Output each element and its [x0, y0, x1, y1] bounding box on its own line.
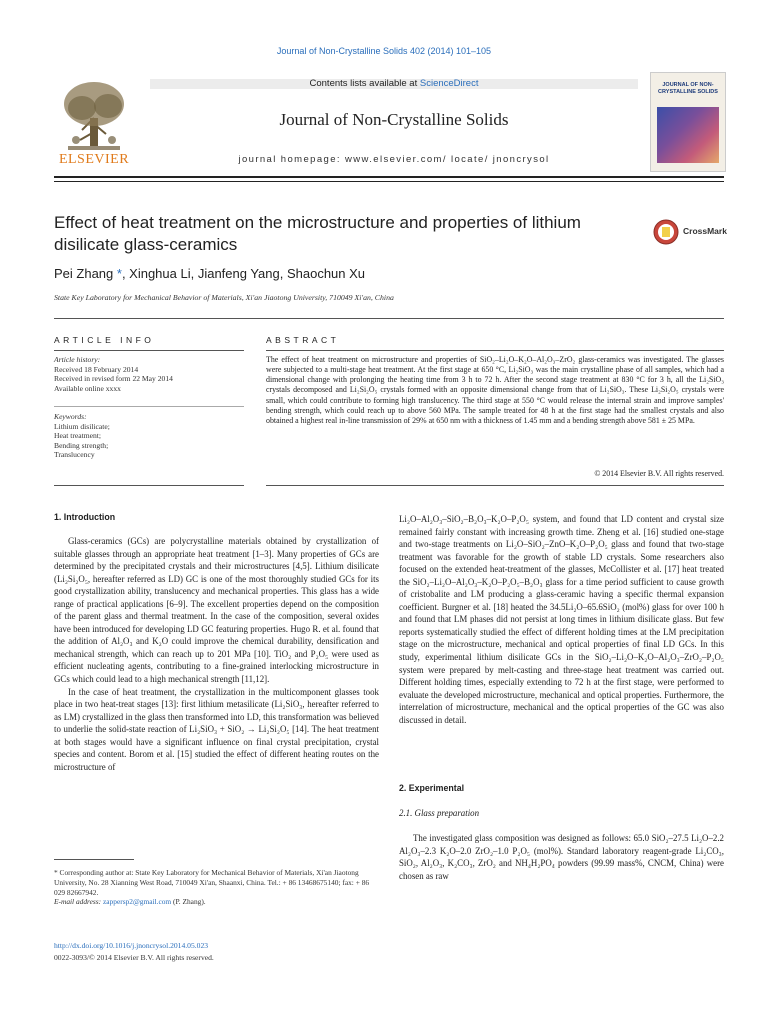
affiliation: State Key Laboratory for Mechanical Behavior of Materials, Xi'an Jiaotong University, 710049 Xi'an, China: [54, 293, 394, 302]
body-right-column: [399, 513, 724, 726]
article-history: [54, 355, 244, 393]
contents-line: [150, 79, 638, 89]
abstract-copyright: © 2014 Elsevier B.V. All rights reserved.: [594, 469, 724, 478]
footnote: [54, 868, 379, 907]
header-rule: [54, 176, 724, 178]
body-right-column-continued: [399, 832, 724, 882]
body-left-column: [54, 535, 379, 773]
journal-reference-link[interactable]: Journal of Non-Crystalline Solids 402 (2014) 101–105: [276, 46, 492, 56]
title-rule: [54, 318, 724, 319]
article-title: Effect of heat treatment on the microstructure and properties of lithium disilicate glass-ceramics: [54, 213, 581, 254]
email-label: E-mail address:: [54, 897, 103, 907]
info-divider: [54, 406, 244, 407]
header-rule-thin: [54, 181, 724, 182]
author-list: [54, 266, 654, 281]
section-heading-introduction: 1. Introduction: [54, 512, 116, 522]
history-online: Available online xxxx: [54, 383, 121, 393]
subsection-heading-glass-preparation: 2.1. Glass preparation: [399, 808, 480, 818]
email-suffix: (P. Zhang).: [171, 897, 206, 907]
paragraph: Li₂O–Al₂O₃–SiO₂–B₂O₃–K₂O–P₂O₅ system, and found that LD content and crystal size remained fairly constant with increasing growth time. Zheng et al. [16] studied one-stage and two-stage treatments on Li₂O–SiO₂–ZnO–K₂O–P₂O₅ glass and found that two-stage treatment was favorable for the growth of stable LD crystals. Some researchers also focused on the extended heat-treatment of the glasses, McCollister et al. [17] heat treated the SiO₂–Li₂O–Al₂O₃–K₂O–P₂O₅–B₂O₃ glass for a time period sufficient to cause growth of cristobalite and LM producing a glass-ceramic having a specific thermal expansion coefficient. Burgner et al. [18] heated the 34.5Li₂O–65.6SiO₂ (mol%) glass for over 100 h and found that LM phases did not persist at long times in lithium disilicate glass. But few reports systematically studied the effect of different holding times at the LM precipitation stage on the microstructure, mechanical and optical properties of final LD GCs. In this study, experimental lithium disilicate GCs in the SiO₂–Li₂O–K₂O–Al₂O₃–ZrO₂–P₂O₅ system were prepared by melt-casting and three-stage heat treatment was carried out. Different holding times, especially extending to 72 h at the first stage, were performed to evaluate the developed microstructure, mechanical and optical properties. Furthermore, the interrelation of microstructure, mechanical and the optical properties of the GC was also discussed in detail.: [399, 514, 724, 725]
email-line: [54, 897, 379, 907]
info-rule: [54, 350, 244, 351]
paragraph: In the case of heat treatment, the crystallization in the multicomponent glasses took place in two heat-treat stages [13]: first lithium metasilicate (Li₂SiO₃, hereafter referred to as LM) crystallized in the glass then transformed into LD, this transformation was believed to underlie the solid-state reaction of Li₂SiO₃ + SiO₂ → Li₂Si₂O₅ [14]. The heat treatment at both stages would have a significant influence on final crystal precipitation, crystal species and content. Borom et al. [15] studied the effect of different heating routes on the microstructure of: [54, 686, 379, 772]
keyword: Translucency: [54, 450, 95, 460]
keyword: Bending strength;: [54, 440, 109, 450]
keywords-label: Keywords:: [54, 412, 87, 421]
cover-title: JOURNAL OF NON-CRYSTALLINE SOLIDS: [658, 82, 718, 95]
history-label: Article history:: [54, 355, 101, 364]
keyword: Heat treatment;: [54, 431, 102, 441]
email-link[interactable]: zappersp2@gmail.com: [103, 897, 172, 907]
sciencedirect-link[interactable]: ScienceDirect: [419, 78, 479, 89]
corresponding-author-note: * Corresponding author at: State Key Laboratory for Mechanical Behavior of Materials, Xi'an Jiaotong University, No. 28 Xianning West Road, 710049 Xi'an, Shaanxi, China. Tel.: + 86 13468675140; fax: + 86 029 82667942.: [54, 868, 370, 897]
crossmark-icon: [653, 219, 679, 245]
info-rule-bottom: [54, 485, 244, 486]
cover-artwork: [657, 107, 719, 163]
keyword: Lithium disilicate;: [54, 421, 110, 431]
abstract-rule-bottom: [266, 485, 724, 486]
corresponding-author-mark[interactable]: *: [116, 266, 122, 281]
abstract-rule: [266, 350, 724, 351]
crossmark-badge[interactable]: [653, 219, 733, 247]
authors-rest: , Xinghua Li, Jianfeng Yang, Shaochun Xu: [121, 266, 366, 281]
contents-prefix: Contents lists available at: [309, 78, 420, 89]
history-revised: Received in revised form 22 May 2014: [54, 374, 173, 384]
elsevier-wordmark: ELSEVIER: [58, 152, 130, 167]
footnote-rule: [54, 859, 134, 860]
history-received: Received 18 February 2014: [54, 364, 139, 374]
keywords: [54, 412, 244, 460]
paragraph: The investigated glass composition was designed as follows: 65.0 SiO₂–27.5 Li₂O–2.2 Al₂O₃–2.3 K₂O–2.0 ZrO₂–1.0 P₂O₅ (mol%). Standard laboratory reagent-grade Li₂CO₃, SiO₂, Al₂O₃, K₂CO₃, ZrO₂ and NH₄H₂PO₄ powders (99.99 mass%, CNCM, China) were chosen as raw: [399, 833, 724, 881]
authors-first: Pei Zhang: [54, 266, 117, 281]
journal-cover-image: [650, 72, 726, 172]
paragraph: Glass-ceramics (GCs) are polycrystalline materials obtained by crystallization of suitable glasses through an appropriate heat treatment [1–3]. Many properties of GCs are determined by the precipitated crystals and their microstructures [4,5]. Lithium disilicate (Li₂Si₂O₅, hereafter referred as LD) GC is one of the most thoroughly studied GCs for its good crystallization ability, translucency and mechanical properties. This glass has a wide range of practical applications [6–9]. The excellent properties depend on the composition of the parent glass and thermal treatment. In the case of the composition, several oxides have been introduced for developing LD GC featuring properties. Hugo R. et al. found that the addition of Al₂O₃ and K₂O could improve the chemical durability, densification and mechanical strength, which can reach up to 201 MPa [10]. TiO₂ and P₂O₅ were used as efficient nucleating agents, contributing to a fine-grained interlocking microstructure in GCs which could lead to a high mechanical strength [11,12].: [54, 536, 379, 685]
crossmark-label: CrossMark: [683, 226, 727, 236]
journal-title: Journal of Non-Crystalline Solids: [279, 110, 509, 129]
journal-homepage[interactable]: journal homepage: www.elsevier.com/ locate/ jnoncrysol: [238, 154, 550, 165]
section-heading-experimental: 2. Experimental: [399, 783, 465, 793]
doi-link[interactable]: http://dx.doi.org/10.1016/j.jnoncrysol.2014.05.023: [54, 941, 209, 950]
issn-copyright: 0022-3093/© 2014 Elsevier B.V. All rights reserved.: [54, 953, 214, 962]
article-info-heading: ARTICLE INFO: [54, 335, 155, 345]
abstract-heading: ABSTRACT: [266, 335, 340, 345]
abstract-text: The effect of heat treatment on microstructure and properties of SiO₂–Li₂O–K₂O–Al₂O₃–ZrO₂ glass-ceramics was investigated. The glasses were subjected to a multi-stage heat treatment. At the first stage at 650 °C, Li₂SiO₃ was the main crystalline phase of all samples, which had a dimensional change with prolonging the heating time from 3 h to 72 h. After the second stage treatment at 830 °C for 3 h, all the Li₂SiO₃ crystals decomposed and Li₂Si₂O₅ crystals formed with an opposite dimensional change from that of Li₂SiO₃. These Li₂Si₂O₅ crystals were small, which could contribute to forming high translucency. The third stage at 550 °C would release the internal strain and improve samples' bending strength, which could reach up to above 560 MPa. The sample treated for 48 h at the first stage had the smallest crystals and also obtained a highest real in-line transmission of 29% at 650 nm with a thickness of 1.45 mm and a bending strength above 581 ± 25 MPa.: [266, 355, 724, 425]
